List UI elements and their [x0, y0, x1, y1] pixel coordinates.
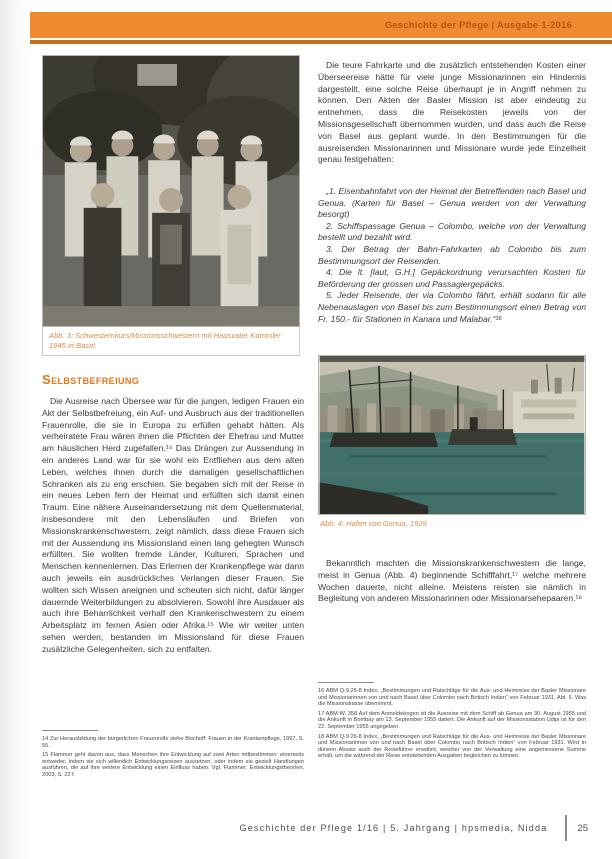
regulation-item-3: 3. Der Betrag der Bahn-Fahrkarten ab Colombo bis zum Bestimmungsort der Reisenden. — [318, 243, 586, 266]
footer-journal-info: Geschichte der Pflege 1/16 | 5. Jahrgang | hpsmedia, Nidda — [239, 823, 548, 833]
footnote-15: 15 Flammer geht davon aus, dass Menschen ihre Entwicklung auf zwei Arten mitbestimmen: einerseits entweder, indem sie sich willentlich Entwicklungsreizen aussetzen, oder indem sie gezielt Handlungen ausführen, die auf ihre weitere Entwicklung einen Einfluss haben. Vgl. Flammer: Entwicklungstheorien, 2003, S. 22 f. — [42, 752, 304, 778]
header-band — [30, 12, 612, 38]
harbor-photo-genua — [318, 355, 586, 515]
header-band-rule — [30, 40, 612, 44]
right-column-paragraph-1: Die teure Fahrkarte und die zusätzlich entstehenden Kosten einer Überseereise hätte für viele junge Missionarinnen ein Hindernis dargestellt, eine solche Reise überhaupt je in Angriff nehmen zu können. Den Akten der Basler Mission ist aber eindeutig zu entnehmen, dass die Reisekosten jeweils von der Missionsgesellschaft übernommen wurden, und dass auch die Reise von Basel aus geplant wurde. In den Bestimmungen für die ausreisenden Missionarinnen und Missionare wurde jede Einzelheit genau festgehalten: — [318, 60, 586, 165]
figure-3 — [42, 55, 300, 356]
group-photo-sisters — [42, 55, 300, 327]
journal-issue-title: Geschichte der Pflege | Ausgabe 1-2016 — [384, 19, 572, 31]
right-column-paragraph-2: Bekanntlich machten die Missionskrankenschwestern die lange, meist in Genua (Abb. 4) beginnende Schifffahrt,¹⁷ welche mehrere Wochen dauerte, nicht alleine. Meistens reisten sie nämlich in Begleitung von anderen Missionarinnen oder Missionarsehepaaren.¹⁸ — [318, 558, 586, 604]
section-heading-selbstbefreiung: Selbstbefreiung — [42, 372, 140, 387]
footnote-16: 16 ABM Q-9.26-8 Index, „Bestimmungen und Ratschläge für die Aus- und Heimreise der Basler Missionare und Missionarinnen von und nach Basel über Colombo nach Britisch Indien“ von Februar 1931, Abt. II. Was die Missionskasse übernimmt. — [318, 688, 586, 708]
regulation-item-5: 5. Jeder Reisende, der via Colombo fährt, erhält sodann für alle Nebenauslagen von Basel bis zum Bestimmungsort einen Betrag von Fr. 150.- für Stationen in Kanara und Malabar.“¹⁶ — [318, 290, 586, 324]
travel-regulations-list — [318, 186, 586, 325]
page-footer — [240, 815, 589, 841]
figure-4 — [318, 355, 586, 529]
footnote-14: 14 Zur Herausbildung der bürgerlichen Frauenrolle siehe Bischoff: Frauen in der Krankenpflege, 1997, S. 55. — [42, 736, 304, 749]
figure-3-caption: Abb. 3: Schwesternkurs/Missionsschwestern mit Hausvater Kammler 1945 in Basel — [49, 331, 281, 350]
footnote-18: 18 ABM Q-9.26-8 Index, „Bestimmungen und Ratschläge für die Aus- und Heimreise der Basler Missionare und Missionarinnen von und nach Basel über Colombo nach Britisch Indien“ von Februar 1931. Wird in diesem Absatz auch der Reiseführer erwähnt, welcher von der Verwaltung eine angemessene Summe erhält, um die während der Reise entstehenden Ausgaben begleichen zu können. — [318, 733, 586, 760]
footnote-17: 17 ABM W. 358 Auf dem Anmeldebogen ist die Ausreise mit dem Schiff ab Genua am 30. August 1955 und die Ankunft in Bombay am 13. September 1955 datiert. Die Ankunft auf der Missionsstation Udipi ist für den 22. September 1955 angegeben. — [318, 710, 586, 730]
right-footnotes — [318, 682, 586, 763]
left-column-paragraph: Die Ausreise nach Übersee war für die jungen, ledigen Frauen ein Akt der Selbstbefreiung, ein Auf- und Ausbruch aus der traditionellen Frauenrolle, die sie in Europa zu erfüllen gehabt hätten. Als verheiratete Frau wären ihnen die Pflichten der Ehefrau und Mutter am häuslichen Herd zugefallen.¹⁴ Das Drängen zur Aussendung in ein anderes Land war für sie wohl ein Entfliehen aus dem alten Leben, welches ihnen durch die damaligen gesellschaftlichen Schranken als zu eng erschien. Sie begaben sich mit der Reise in ein neues Leben fern der Heimat und erfüllten sich damit einen Traum. Eine nähere Auseinandersetzung mit dem Quellenmaterial, insbesondere mit den Lebensläufen und Briefen von Missionskrankenschwestern, zeigt nämlich, dass diese Frauen sich mit der Aussendung ins Missionsland einen lang gehegten Wunsch erfüllten. Sie wollten fremde Länder, Kulturen, Sprachen und Menschen kennenlernen. Das Erlernen der Krankenpflege war dann auch jeweils ein ausdrückliches Verlangen dieser Frauen. Sie wollten sich Wissen aneignen und scheuten sich nicht, dafür länger dauernde Weiterbildungen zu absolvieren. Sowohl ihre Ausdauer als auch ihre Beharrlichkeit verhalf den Krankenschwestern zu einem Arbeitsplatz im fernen Asien oder Afrika.¹⁵ Wie wir weiter unten sehen werden, bestanden im Missionsland für diese Frauen zusätzliche Gelegenheiten, sich zu entfalten. — [42, 396, 304, 654]
left-footnotes — [42, 730, 304, 782]
page-number: 25 — [577, 822, 588, 834]
footer-divider — [565, 815, 567, 841]
footnote-separator-left — [42, 730, 98, 731]
figure-4-caption: Abb. 4: Hafen von Genua, 1929 — [320, 519, 427, 528]
regulation-item-4: 4. Die lt. [laut, G.H.] Gepäckordnung verursachten Kosten für Beförderung der grossen und Passagiergepäcks. — [318, 267, 586, 289]
regulation-item-2: 2. Schiffspassage Genua – Colombo, welche von der Verwaltung bestellt und bezahlt wird. — [318, 220, 586, 243]
footnote-separator-right — [318, 682, 374, 683]
regulation-item-1: „1. Eisenbahnfahrt von der Heimat der Betreffenden nach Basel und Genua. (Karten für Basel – Genua werden von der Verwaltung besorgt) — [318, 186, 586, 220]
figure-3-caption-box — [42, 327, 300, 356]
